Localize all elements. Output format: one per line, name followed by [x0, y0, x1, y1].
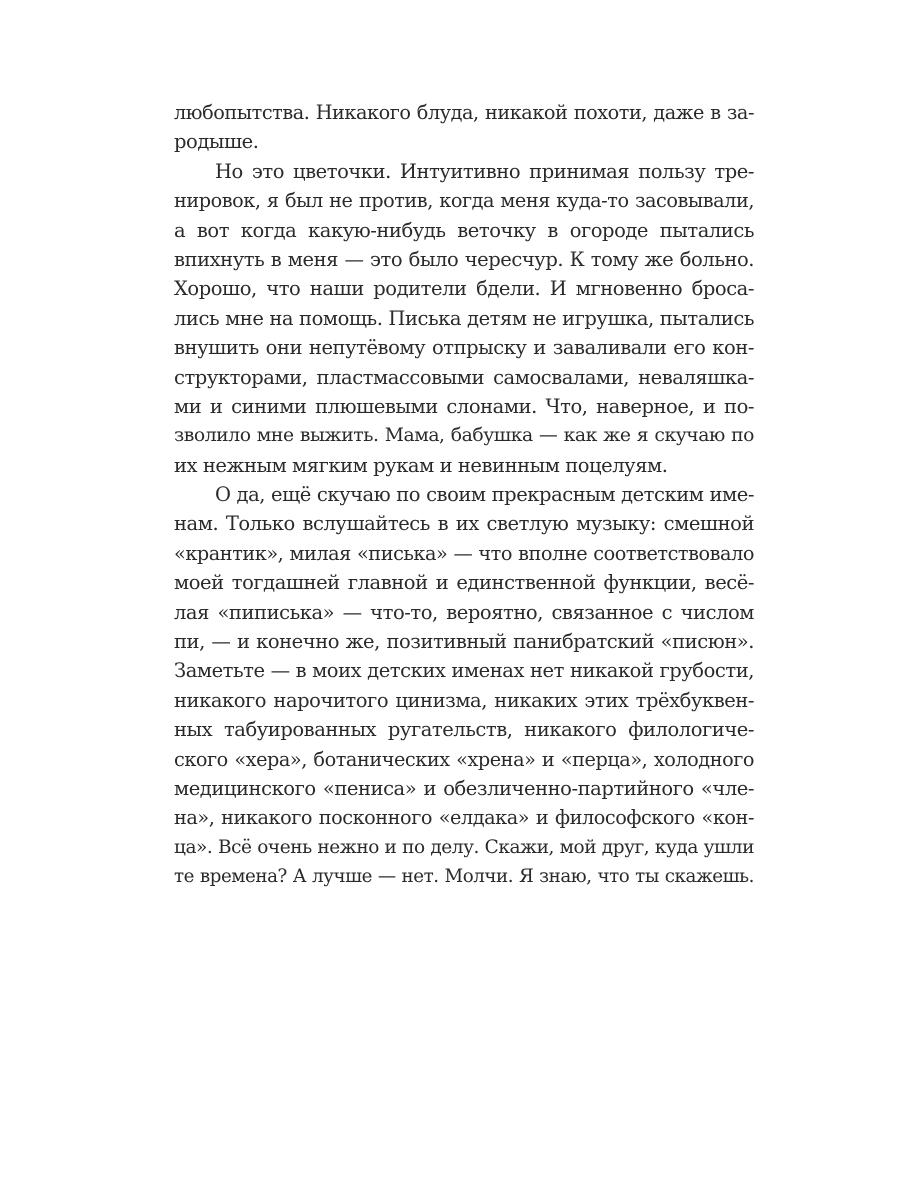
text-line: моей тогдашней главной и единственной функции, весё-: [174, 571, 754, 595]
text-line: О да, ещё скучаю по своим прекрасным детским име-: [215, 483, 754, 507]
text-line: нировок, я был не против, когда меня куда-то засовывали,: [174, 189, 754, 213]
text-line: любопытства. Никакого блуда, никакой похоти, даже в за-: [174, 101, 754, 124]
text-line: а вот когда какую-нибудь веточку в огороде пытались: [174, 218, 754, 242]
text-line: лая «пиписька» — что-то, вероятно, связанное с числом: [174, 600, 754, 624]
text-line: ского «хера», ботанических «хрена» и «перца», холодного: [174, 747, 754, 771]
text-line: пи, — и конечно же, позитивный панибратский «писюн».: [174, 630, 754, 654]
text-line: их нежным мягким рукам и невинным поцелуям.: [174, 453, 668, 477]
text-line: структорами, пластмассовыми самосвалами, неваляшка-: [174, 365, 754, 389]
text-line: нам. Только вслушайтесь в их светлую музыку: смешной: [174, 512, 754, 536]
text-line: Хорошо, что наши родители бдели. И мгновенно броса-: [174, 277, 754, 301]
text-line: никакого нарочитого цинизма, никаких этих трёхбуквен-: [174, 688, 754, 712]
text-line: внушить они непутёвому отпрыску и заваливали его кон-: [174, 336, 754, 360]
text-line: ных табуированных ругательств, никакого филологиче-: [174, 718, 754, 742]
text-line: родыше.: [174, 130, 259, 154]
text-line: впихнуть в меня — это было чересчур. К тому же больно.: [174, 247, 754, 271]
text-line: «крантик», милая «писька» — что вполне соответствовало: [174, 541, 754, 565]
text-line: Но это цветочки. Интуитивно принимая пользу тре-: [215, 159, 754, 183]
text-line: на», никакого посконного «елдака» и философского «кон-: [174, 806, 754, 830]
text-line: медицинского «пениса» и обезличенно-партийного «чле-: [174, 776, 754, 800]
text-line: ца». Всё очень нежно и по делу. Скажи, мой друг, куда ушли: [174, 836, 754, 858]
page-text: [174, 98, 754, 892]
text-line: те времена? А лучше — нет. Молчи. Я знаю, что ты скажешь.: [174, 866, 754, 888]
text-line: зволило мне выжить. Мама, бабушка — как же я скучаю по: [174, 425, 754, 447]
text-line: Заметьте — в моих детских именах нет никакой грубости,: [174, 659, 754, 683]
text-line: лись мне на помощь. Писька детям не игрушка, пытались: [174, 306, 754, 330]
text-line: ми и синими плюшевыми слонами. Что, наверное, и по-: [174, 394, 754, 418]
